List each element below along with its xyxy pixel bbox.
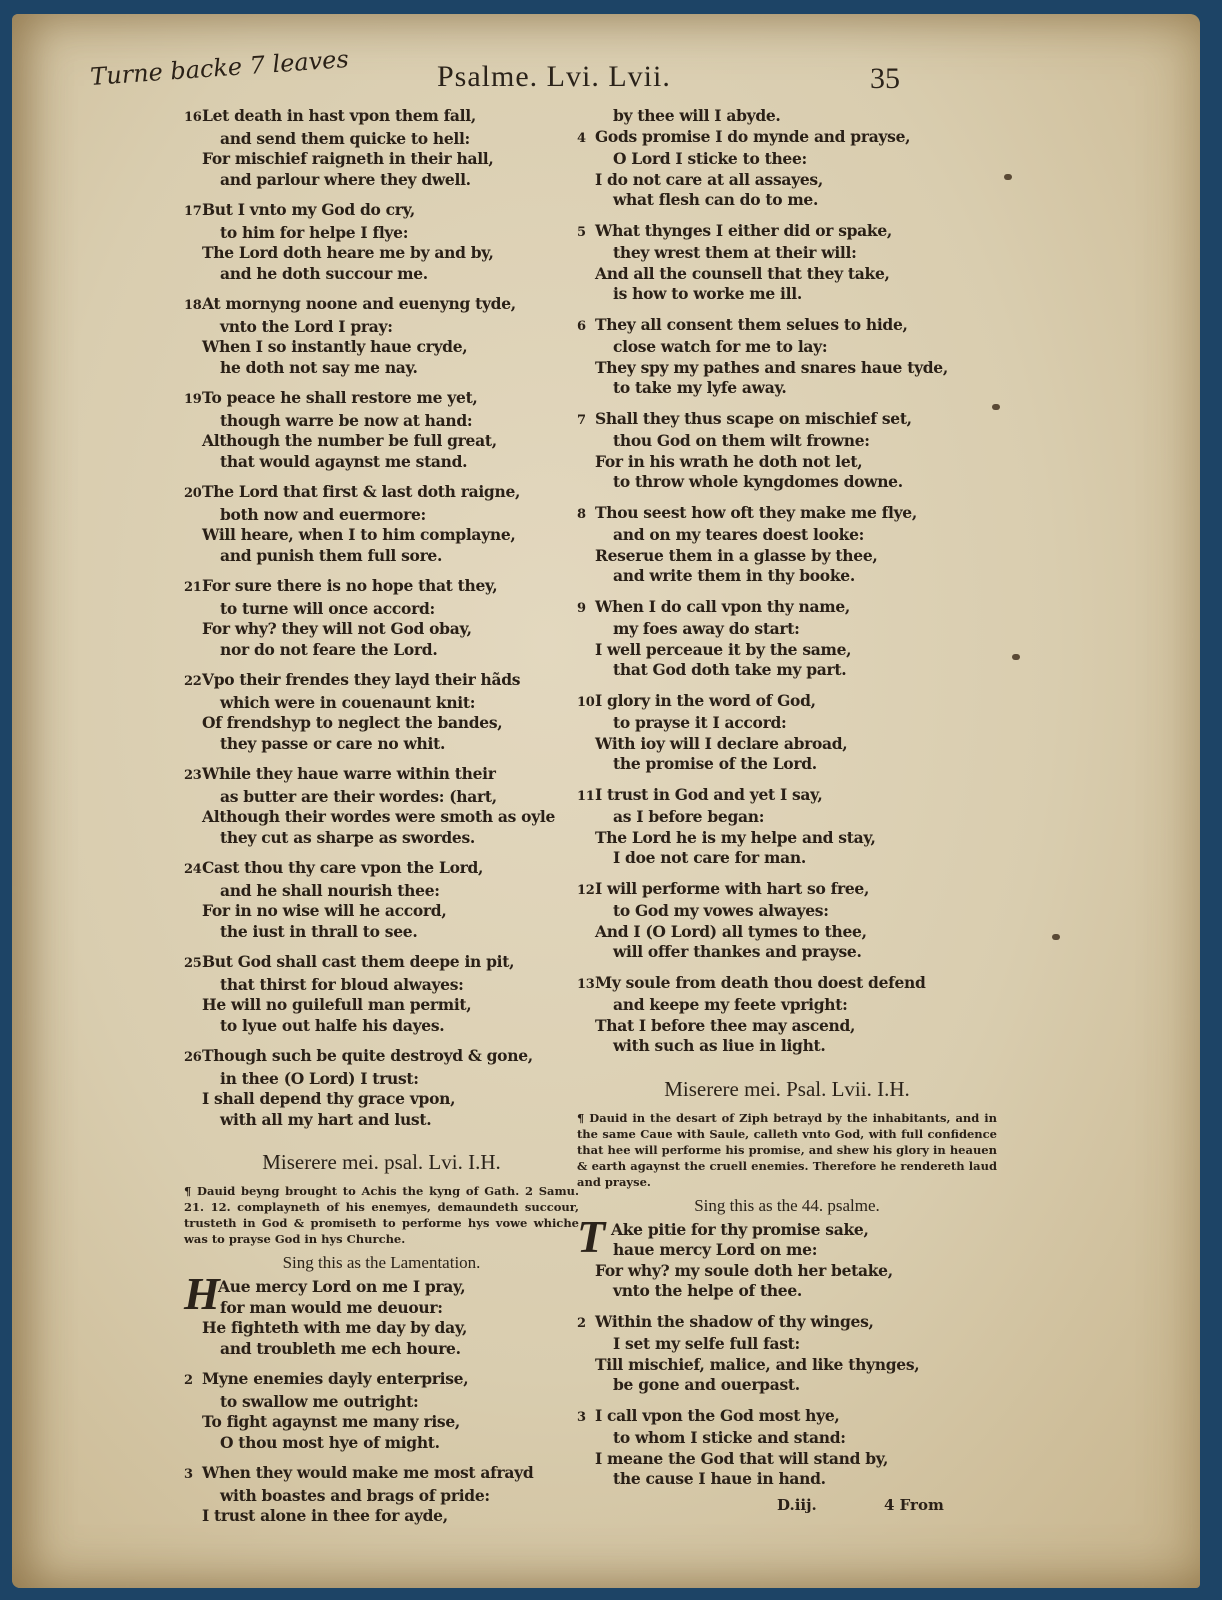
verse-line [577, 973, 997, 996]
verse-line [184, 411, 579, 432]
verse-text: Ake pitie for thy promise sake, [611, 1219, 869, 1239]
verse-number: 7 [577, 412, 586, 428]
verse-line [577, 409, 997, 432]
verse-text: Myne enemies dayly enterprise, [202, 1369, 469, 1388]
verse-text: to prayse it I accord: [613, 713, 787, 732]
verse-text: to whom I sticke and stand: [613, 1428, 846, 1447]
verse-line [184, 764, 579, 787]
verse-text: my foes away do start: [613, 619, 800, 638]
verse-line [184, 264, 579, 285]
verse-line [184, 223, 579, 244]
verse-text: The Lord that first & last doth raigne, [202, 482, 521, 501]
verse-text: and send them quicke to hell: [220, 128, 470, 148]
verse-number: 22 [184, 674, 202, 689]
verse-line [577, 754, 997, 775]
verse-line [577, 1375, 997, 1396]
verse-text: for man would me deuour: [220, 1297, 443, 1317]
verse-number: 26 [184, 1050, 202, 1065]
verse-number: 13 [577, 976, 595, 992]
verse-line [184, 525, 579, 546]
stanza-gap [577, 211, 997, 221]
stanza-gap [577, 1396, 997, 1406]
verse-line [577, 879, 997, 902]
verse-text: I trust alone in thee for ayde, [202, 1506, 448, 1525]
right-verses-bottom [577, 1312, 997, 1500]
verse-text: Thou seest how oft they make me flye, [595, 502, 917, 522]
verse-line [577, 619, 997, 640]
verse-line [184, 505, 579, 526]
verse-text: They all consent them selues to hide, [595, 314, 908, 334]
verse-text: to lyue out halfe his dayes. [220, 1015, 445, 1035]
right-column [577, 106, 997, 1500]
verse-text: For in no wise will he accord, [202, 901, 447, 920]
verse-number: 24 [184, 862, 202, 877]
verse-line [184, 734, 579, 755]
verse-text: and on my teares doest looke: [613, 525, 865, 544]
verse-text: The Lord he is my helpe and stay, [595, 827, 876, 847]
verse-number: 10 [577, 694, 595, 710]
verse-text: close watch for me to lay: [613, 337, 828, 356]
stanza-gap [577, 399, 997, 409]
left-verses-bottom [184, 1369, 579, 1537]
stanza-gap [184, 754, 579, 764]
verse-text: O thou most hye of might. [220, 1432, 440, 1452]
verse-line [184, 200, 579, 223]
verse-line [577, 284, 997, 305]
verse-line [577, 691, 997, 714]
verse-text: they wrest them at their will: [613, 243, 857, 262]
verse-text: to swallow me outright: [220, 1391, 419, 1411]
verse-text: I doe not care for man. [613, 848, 806, 867]
verse-text: For sure there is no hope that they, [202, 576, 498, 595]
psalm-57-argument: ¶ Dauid in the desart of Ziph betrayd by the inhabitants, and in the same Caue with Saule, calleth vnto God, with full confidence that hee will performe his promise, and shew his glory in heauen & earth agaynst the cruell enemies. Therefore he rendereth laud and prayse. [577, 1110, 997, 1189]
verse-text: in thee (O Lord) I trust: [220, 1068, 419, 1088]
verse-line [184, 243, 579, 264]
verse-line [184, 599, 579, 620]
verse-text: with all my hart and lust. [220, 1109, 432, 1129]
verse-text: Although their wordes were smoth as oyle [202, 807, 556, 826]
stanza-gap [184, 472, 579, 482]
verse-text: Of frendshyp to neglect the bandes, [202, 713, 503, 732]
verse-text: and troubleth me ech houre. [220, 1338, 461, 1358]
verse-line [184, 693, 579, 714]
drop-capital: T [577, 1210, 605, 1262]
verse-line [577, 431, 997, 452]
psalm-56-opening [184, 1268, 579, 1369]
verse-text: and he shall nourish thee: [220, 880, 440, 900]
stanza-gap [184, 942, 579, 952]
verse-line [577, 1469, 997, 1490]
stanza-gap [184, 1036, 579, 1046]
verse-line [184, 1069, 579, 1090]
verse-text: I call vpon the God most hye, [595, 1405, 840, 1425]
verse-text: the iust in thrall to see. [220, 921, 418, 941]
verse-line [184, 1046, 579, 1069]
verse-text: they cut as sharpe as swordes. [220, 827, 475, 847]
verse-line [184, 1506, 579, 1527]
verse-line [577, 734, 997, 755]
verse-line [184, 1298, 579, 1319]
verse-text: to throw whole kyngdomes downe. [613, 472, 903, 491]
verse-text: I well perceaue it by the same, [595, 639, 852, 659]
verse-text: is how to worke me ill. [613, 284, 802, 303]
left-column [184, 106, 579, 1537]
verse-line [184, 452, 579, 473]
verse-text: They spy my pathes and snares haue tyde, [595, 357, 948, 377]
drop-capital: H [184, 1268, 220, 1319]
verse-line [184, 546, 579, 567]
verse-line [184, 1433, 579, 1454]
verse-line [577, 566, 997, 587]
stanza-gap [184, 660, 579, 670]
ink-speck [992, 404, 1000, 410]
verse-line [577, 1312, 997, 1335]
verse-text: When I do call vpon thy name, [595, 596, 851, 616]
verse-line [184, 975, 579, 996]
verse-text: What thynges I either did or spake, [595, 220, 893, 240]
verse-line [184, 1412, 579, 1433]
verse-text: Though such be quite destroyd & gone, [202, 1046, 533, 1065]
verse-number: 18 [184, 298, 202, 313]
verse-text: will offer thankes and prayse. [613, 942, 862, 961]
verse-line [184, 922, 579, 943]
verse-text: And I (O Lord) all tymes to thee, [595, 921, 867, 941]
verse-line [184, 881, 579, 902]
verse-text: He will no guilefull man permit, [202, 995, 472, 1014]
verse-line [184, 576, 579, 599]
stanza-gap [184, 190, 579, 200]
verse-line [184, 1339, 579, 1360]
verse-text: as I before began: [613, 807, 765, 826]
verse-text: I glory in the word of God, [595, 690, 816, 710]
verse-number: 19 [184, 392, 202, 407]
verse-text: And all the counsell that they take, [595, 263, 890, 283]
verse-text: they passe or care no whit. [220, 733, 446, 753]
verse-line [577, 503, 997, 526]
verse-text: At mornyng noone and euenyng tyde, [202, 294, 516, 313]
verse-line [577, 472, 997, 493]
verse-text: that would agaynst me stand. [220, 451, 468, 471]
verse-line [184, 1486, 579, 1507]
verse-text: Vpo their frendes they layd their hãds [202, 670, 521, 689]
psalm-56-argument: ¶ Dauid beyng brought to Achis the kyng of Gath. 2 Samu. 21. 12. complayneth of his enemyes, demaundeth succour, trusteth in God & promiseth to performe hys vowe whiche was to prayse God in hys Churche. [184, 1184, 579, 1246]
verse-line [184, 901, 579, 922]
verse-line [577, 1449, 997, 1470]
verse-line [184, 106, 579, 129]
verse-text: Within the shadow of thy winges, [595, 1311, 874, 1331]
verse-number: 17 [184, 204, 202, 219]
verse-text: to turne will once accord: [220, 598, 435, 618]
verse-text: that thirst for bloud alwayes: [220, 974, 464, 994]
verse-text: and write them in thy booke. [613, 566, 855, 585]
verse-number: 20 [184, 486, 202, 501]
verse-line [577, 170, 997, 191]
stanza-gap [184, 378, 579, 388]
verse-line [184, 388, 579, 411]
verse-number: 3 [577, 1409, 586, 1425]
verse-number: 5 [577, 224, 586, 240]
stanza-gap [184, 1453, 579, 1463]
verse-text: to him for helpe I flye: [220, 222, 409, 242]
verse-line [577, 243, 997, 264]
verse-text: though warre be now at hand: [220, 410, 473, 430]
verse-number: 23 [184, 768, 202, 783]
verse-text: I will performe with hart so free, [595, 878, 870, 898]
verse-line [577, 337, 997, 358]
verse-line [184, 1369, 579, 1392]
stanza-gap [577, 775, 997, 785]
verse-line [577, 660, 997, 681]
verse-text: the promise of the Lord. [613, 754, 817, 773]
verse-line [577, 127, 997, 150]
verse-line [577, 1428, 997, 1449]
verse-text: that God doth take my part. [613, 660, 847, 679]
verse-text: vnto the helpe of thee. [613, 1281, 803, 1300]
stanza-gap [577, 305, 997, 315]
stanza-gap [577, 681, 997, 691]
page-header [12, 45, 1200, 100]
stanza-gap [184, 1527, 579, 1537]
verse-text: I do not care at all assayes, [595, 169, 823, 189]
verse-line [184, 807, 579, 828]
stanza-gap [184, 566, 579, 576]
verse-text: Aue mercy Lord on me I pray, [218, 1277, 466, 1296]
verse-text: and keepe my feete vpright: [613, 995, 848, 1014]
verse-line [577, 1240, 997, 1261]
verse-line [184, 1089, 579, 1110]
verse-line [184, 482, 579, 505]
verse-text: For mischief raigneth in their hall, [202, 149, 494, 168]
ink-speck [1052, 934, 1060, 940]
handwritten-annotation: Turne backe 7 leaves [89, 45, 350, 91]
verse-line [577, 190, 997, 211]
verse-line [184, 149, 579, 170]
ink-speck [1012, 654, 1020, 660]
verse-line [577, 640, 997, 661]
book-page [12, 14, 1200, 1588]
verse-number: 8 [577, 506, 586, 522]
verse-number: 25 [184, 956, 202, 971]
verse-line [184, 1110, 579, 1131]
verse-line [184, 317, 579, 338]
verse-line [184, 787, 579, 808]
verse-number: 12 [577, 882, 595, 898]
verse-line [577, 1355, 997, 1376]
stanza-gap [184, 1130, 579, 1140]
verse-text: My soule from death thou doest defend [595, 972, 926, 992]
verse-line [577, 546, 997, 567]
verse-text: I meane the God that will stand by, [595, 1448, 889, 1468]
verse-text: and punish them full sore. [220, 545, 443, 565]
verse-text: To fight agaynst me many rise, [202, 1412, 461, 1431]
psalm-56-tune: Sing this as the Lamentation. [282, 1253, 481, 1272]
verse-text: When I so instantly haue cryde, [202, 337, 468, 356]
verse-line [184, 129, 579, 150]
verse-line [184, 828, 579, 849]
catchword: 4 From [884, 1496, 944, 1514]
verse-line [184, 337, 579, 358]
verse-text: Will heare, when I to him complayne, [202, 525, 516, 544]
stanza-gap [577, 1302, 997, 1312]
verse-text: Reserue them in a glasse by thee, [595, 545, 878, 565]
verse-line [577, 1036, 997, 1057]
stanza-gap [577, 869, 997, 879]
verse-line [577, 785, 997, 808]
verse-line [577, 452, 997, 473]
verse-line [577, 713, 997, 734]
verse-line [184, 995, 579, 1016]
stanza-gap [577, 493, 997, 503]
verse-line [577, 358, 997, 379]
verse-line [184, 431, 579, 452]
right-verses-top [577, 127, 997, 1067]
verse-text: I trust in God and yet I say, [595, 784, 823, 804]
verse-number: 9 [577, 600, 586, 616]
verse-text: But I vnto my God do cry, [202, 200, 415, 219]
verse-text: That I before thee may ascend, [595, 1015, 856, 1035]
verse-number: 21 [184, 580, 202, 595]
verse-text: with boastes and brags of pride: [220, 1485, 490, 1505]
verse-text: and parlour where they dwell. [220, 169, 471, 189]
verse-line [577, 378, 997, 399]
stanza-gap [577, 963, 997, 973]
verse-line [184, 294, 579, 317]
stanza-gap [184, 848, 579, 858]
signature-mark: D.iij. [777, 1496, 817, 1514]
verse-line [577, 525, 997, 546]
verse-number: 16 [184, 110, 202, 125]
verse-line [577, 1016, 997, 1037]
verse-text: what flesh can do to me. [613, 190, 819, 209]
verse-number: 3 [184, 1467, 193, 1482]
verse-text: For in his wrath he doth not let, [595, 451, 863, 471]
page-number: 35 [870, 62, 900, 95]
psalm-56-heading: Miserere mei. psal. Lvi. I.H. [262, 1150, 501, 1174]
running-title: Psalme. Lvi. Lvii. [437, 60, 671, 93]
left-verses-top [184, 106, 579, 1140]
verse-number: 11 [577, 788, 595, 804]
verse-line [577, 315, 997, 338]
verse-number: 4 [577, 130, 586, 146]
verse-line [577, 1406, 997, 1429]
verse-line [577, 901, 997, 922]
verse-text: While they haue warre within their [202, 764, 496, 783]
verse-number: 2 [184, 1373, 193, 1388]
verse-text: haue mercy Lord on me: [613, 1240, 818, 1259]
verse-line [577, 1281, 997, 1302]
verse-line [577, 995, 997, 1016]
stanza-gap [577, 587, 997, 597]
verse-text: and he doth succour me. [220, 263, 428, 283]
verse-text: to God my vowes alwayes: [613, 901, 829, 920]
verse-number: 2 [577, 1315, 586, 1331]
verse-line [577, 221, 997, 244]
verse-text: Till mischief, malice, and like thynges, [595, 1354, 920, 1374]
verse-line [577, 1261, 997, 1282]
verse-text: When they would make me most afrayd [202, 1463, 534, 1482]
verse-text: Let death in hast vpon them fall, [202, 106, 476, 125]
stanza-gap [577, 1057, 997, 1067]
verse-line [184, 858, 579, 881]
verse-line [184, 640, 579, 661]
verse-text: Cast thou thy care vpon the Lord, [202, 858, 484, 877]
verse-line [184, 713, 579, 734]
verse-text: O Lord I sticke to thee: [613, 149, 807, 168]
verse-line [577, 1334, 997, 1355]
psalm-57-opening [577, 1210, 997, 1312]
verse-text: Shall they thus scape on mischief set, [595, 408, 912, 428]
verse-text: Although the number be full great, [202, 431, 497, 450]
verse-text: the cause I haue in hand. [613, 1469, 826, 1488]
verse-text: But God shall cast them deepe in pit, [202, 952, 515, 971]
verse-line [184, 670, 579, 693]
verse-text: as butter are their wordes: (hart, [220, 786, 497, 806]
verse-number: 6 [577, 318, 586, 334]
verse-text: both now and euermore: [220, 504, 426, 524]
verse-text: he doth not say me nay. [220, 357, 418, 377]
verse-line [184, 1318, 579, 1339]
verse-text: be gone and ouerpast. [613, 1375, 800, 1394]
verse-line [577, 597, 997, 620]
verse-text: The Lord doth heare me by and by, [202, 243, 494, 262]
verse-line [184, 1392, 579, 1413]
verse-text: with such as liue in light. [613, 1036, 826, 1055]
verse-text: For why? my soule doth her betake, [595, 1260, 893, 1280]
verse-line [577, 149, 997, 170]
verse-line [577, 848, 997, 869]
verse-line [184, 619, 579, 640]
stanza-gap [184, 284, 579, 294]
verse-text: With ioy will I declare abroad, [595, 733, 848, 753]
verse-line [577, 922, 997, 943]
verse-line [577, 264, 997, 285]
verse-text: thou God on them wilt frowne: [613, 431, 870, 450]
verse-text: I set my selfe full fast: [613, 1334, 800, 1353]
verse-line [184, 1016, 579, 1037]
verse-text: I shall depend thy grace vpon, [202, 1089, 456, 1108]
verse-line: by thee will I abyde. [613, 106, 781, 125]
verse-text: For why? they will not God obay, [202, 619, 472, 638]
verse-line [577, 942, 997, 963]
psalm-57-heading: Miserere mei. Psal. Lvii. I.H. [664, 1076, 910, 1101]
verse-text: He fighteth with me day by day, [202, 1318, 468, 1337]
verse-line [184, 952, 579, 975]
stanza-gap [184, 1359, 579, 1369]
verse-line [184, 170, 579, 191]
verse-text: To peace he shall restore me yet, [202, 388, 478, 407]
verse-text: which were in couenaunt knit: [220, 692, 476, 712]
psalm-57-tune: Sing this as the 44. psalme. [694, 1195, 880, 1215]
verse-text: to take my lyfe away. [613, 378, 787, 397]
verse-text: vnto the Lord I pray: [220, 316, 393, 336]
verse-line [184, 358, 579, 379]
verse-text: nor do not feare the Lord. [220, 639, 438, 659]
verse-text: Gods promise I do mynde and prayse, [595, 126, 911, 146]
verse-line [577, 807, 997, 828]
verse-line [577, 828, 997, 849]
ink-speck [1004, 174, 1012, 180]
verse-line [184, 1463, 579, 1486]
